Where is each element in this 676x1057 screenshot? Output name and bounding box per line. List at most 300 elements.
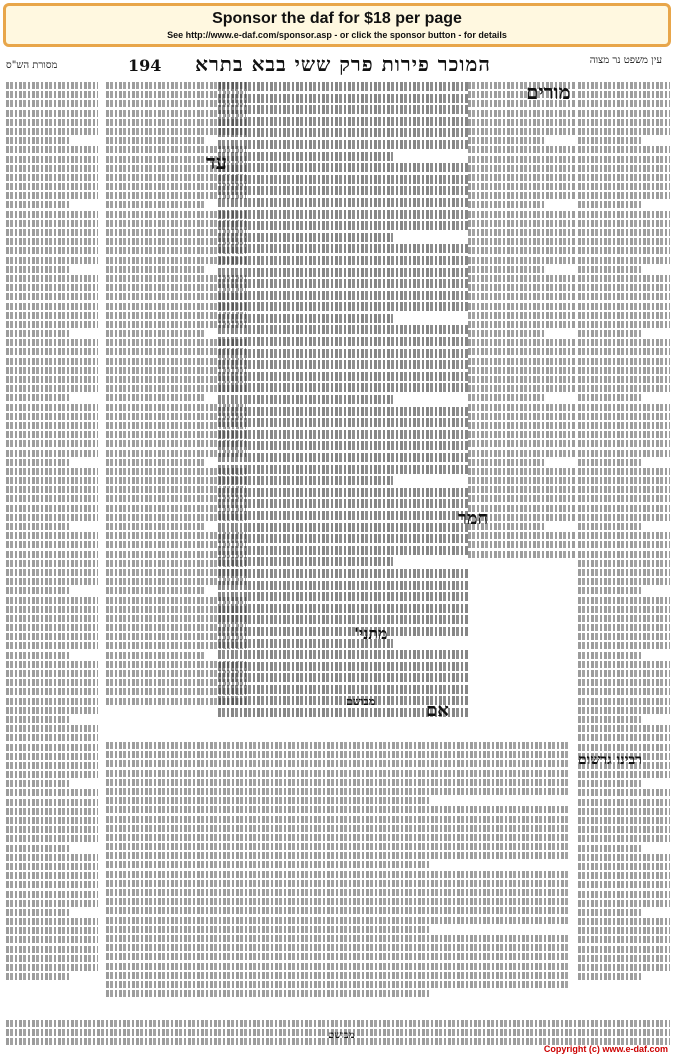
text-line: [106, 816, 568, 823]
text-line: [468, 293, 576, 300]
text-line: [578, 523, 642, 530]
text-line: [6, 927, 98, 934]
text-line: [106, 779, 568, 786]
text-line: [468, 450, 576, 457]
text-line: [578, 385, 670, 392]
text-line: [106, 770, 568, 777]
text-line: [578, 881, 670, 888]
text-line: [218, 465, 468, 474]
text-line: [6, 229, 98, 236]
text-line: [578, 468, 670, 475]
text-line: [6, 330, 70, 337]
text-line: [218, 407, 468, 416]
text-line: [578, 835, 670, 842]
text-line: [6, 560, 98, 567]
text-line: [468, 303, 576, 310]
opening-word: מורים: [526, 80, 571, 104]
text-line: [6, 936, 98, 943]
text-line: [578, 909, 642, 916]
mishna-word: מתני': [354, 624, 388, 643]
text-line: [6, 312, 98, 319]
text-line: [106, 742, 568, 749]
im-word: אם: [426, 700, 449, 721]
text-line: [6, 863, 98, 870]
text-line: [578, 358, 670, 365]
text-line: [468, 422, 576, 429]
text-line: [6, 964, 98, 971]
text-line: [578, 211, 670, 218]
rashi-title: רבינו גרשום: [578, 752, 643, 768]
text-line: [578, 247, 670, 254]
text-line: [6, 835, 98, 842]
text-line: [468, 367, 576, 374]
text-line: [578, 183, 670, 190]
text-line: [218, 140, 468, 149]
text-line: [6, 266, 70, 273]
text-line: [6, 174, 98, 181]
text-line: [106, 843, 568, 850]
text-line: [468, 321, 576, 328]
text-line: [578, 339, 670, 346]
text-line: [106, 953, 568, 960]
text-line: [6, 734, 98, 741]
text-line: [218, 662, 468, 671]
text-line: [578, 394, 642, 401]
text-line: [106, 201, 204, 208]
text-line: [468, 229, 576, 236]
text-line: [6, 652, 70, 659]
text-line: [6, 900, 98, 907]
text-line: [6, 459, 70, 466]
text-line: [6, 82, 98, 89]
text-line: [578, 615, 670, 622]
text-line: [578, 964, 670, 971]
text-line: [578, 486, 670, 493]
text-line: [106, 907, 568, 914]
text-line: [6, 440, 98, 447]
text-line: [6, 670, 98, 677]
text-line: [468, 358, 576, 365]
text-line: [468, 468, 576, 475]
bottom-closing-word: מבושם: [328, 1030, 355, 1041]
text-line: [106, 797, 429, 804]
text-line: [6, 771, 98, 778]
text-line: [578, 541, 670, 548]
text-line: [218, 685, 468, 694]
text-line: [468, 459, 544, 466]
text-line: [6, 780, 70, 787]
sponsor-subtitle: See http://www.e-daf.com/sponsor.asp - or click the sponsor button - for details: [167, 30, 507, 40]
text-line: [6, 909, 70, 916]
text-line: [578, 698, 670, 705]
text-line: [106, 652, 204, 659]
text-line: [6, 725, 98, 732]
text-line: [578, 799, 670, 806]
text-line: [578, 376, 670, 383]
text-line: [578, 284, 670, 291]
text-line: [578, 146, 670, 153]
text-line: [6, 128, 98, 135]
text-line: [106, 981, 568, 988]
text-line: [578, 238, 670, 245]
text-line: [578, 220, 670, 227]
text-line: [6, 973, 70, 980]
text-line: [578, 514, 670, 521]
text-line: [578, 891, 670, 898]
text-line: [578, 110, 670, 117]
text-line: [6, 817, 98, 824]
ad-word: עד: [206, 150, 227, 174]
text-line: [468, 413, 576, 420]
text-line: [578, 303, 670, 310]
text-line: [468, 394, 544, 401]
text-line: [218, 186, 468, 195]
text-line: [6, 156, 98, 163]
text-line: [106, 852, 568, 859]
text-line: [6, 110, 98, 117]
text-line: [6, 881, 98, 888]
text-line: [578, 532, 670, 539]
text-line: [578, 936, 670, 943]
text-line: [6, 891, 98, 898]
text-line: [468, 312, 576, 319]
text-line: [578, 229, 670, 236]
gemara-text: [218, 82, 468, 732]
text-line: [218, 210, 468, 219]
talmud-page: [6, 52, 670, 1048]
text-line: [578, 174, 670, 181]
text-line: [218, 523, 468, 532]
text-line: [218, 604, 468, 613]
text-line: [6, 220, 98, 227]
text-line: [578, 404, 670, 411]
text-line: [218, 268, 468, 277]
text-line: [468, 220, 576, 227]
text-line: [6, 376, 98, 383]
text-line: [6, 192, 98, 199]
text-line: [578, 440, 670, 447]
text-line: [578, 780, 642, 787]
text-line: [6, 284, 98, 291]
text-line: [578, 624, 670, 631]
text-line: [578, 413, 670, 420]
text-line: [468, 385, 576, 392]
text-line: [6, 238, 98, 245]
text-line: [218, 453, 468, 462]
text-line: [218, 534, 468, 543]
text-line: [578, 900, 670, 907]
text-line: [578, 808, 670, 815]
text-line: [6, 91, 98, 98]
text-line: [578, 606, 670, 613]
text-line: [578, 854, 670, 861]
text-line: [6, 367, 98, 374]
text-line: [468, 551, 576, 558]
text-line: [218, 302, 468, 311]
text-line: [468, 238, 576, 245]
text-line: [578, 845, 642, 852]
text-line: [578, 652, 642, 659]
text-line: [578, 330, 642, 337]
text-line: [6, 468, 98, 475]
text-line: [578, 578, 670, 585]
page-title: המוכר פירות פרק ששי בבא בתרא: [195, 52, 491, 76]
text-line: [6, 293, 98, 300]
text-line: [6, 137, 70, 144]
mesoret-label: מסורת הש"ס: [6, 60, 58, 71]
text-line: [6, 505, 98, 512]
text-line: [218, 279, 468, 288]
text-line: [6, 698, 98, 705]
text-line: [6, 477, 98, 484]
text-line: [6, 100, 98, 107]
text-line: [468, 192, 576, 199]
text-line: [578, 569, 670, 576]
text-line: [218, 94, 468, 103]
text-line: [578, 863, 670, 870]
text-line: [6, 551, 98, 558]
text-line: [218, 105, 468, 114]
text-line: [578, 505, 670, 512]
text-line: [218, 476, 393, 485]
text-line: [218, 430, 468, 439]
text-line: [6, 762, 98, 769]
text-line: [578, 670, 670, 677]
text-line: [218, 175, 468, 184]
text-line: [578, 165, 670, 172]
text-line: [6, 339, 98, 346]
text-line: [6, 413, 98, 420]
text-line: [578, 495, 670, 502]
text-line: [6, 688, 98, 695]
text-line: [468, 119, 576, 126]
text-line: [6, 661, 98, 668]
text-line: [106, 330, 204, 337]
text-line: [578, 744, 670, 751]
text-line: [218, 511, 468, 520]
text-line: [6, 394, 70, 401]
text-line: [578, 431, 670, 438]
text-line: [578, 918, 670, 925]
text-line: [468, 266, 544, 273]
copyright-notice: Copyright (c) www.e-daf.com: [543, 1044, 668, 1054]
text-line: [468, 477, 576, 484]
text-line: [6, 633, 98, 640]
text-line: [468, 431, 576, 438]
text-line: [468, 247, 576, 254]
text-line: [468, 211, 576, 218]
main-closing-word: מבושם: [346, 695, 376, 708]
text-line: [106, 587, 204, 594]
text-line: [468, 486, 576, 493]
text-line: [106, 963, 568, 970]
text-line: [468, 146, 576, 153]
text-line: [468, 165, 576, 172]
text-line: [578, 734, 670, 741]
text-line: [578, 716, 642, 723]
bottom-commentary: [106, 742, 568, 1012]
text-line: [106, 935, 568, 942]
text-line: [106, 898, 568, 905]
text-line: [468, 284, 576, 291]
text-line: [468, 174, 576, 181]
text-line: [6, 119, 98, 126]
text-line: [6, 624, 98, 631]
text-line: [106, 788, 568, 795]
text-line: [106, 523, 204, 530]
text-line: [578, 192, 670, 199]
text-line: [6, 946, 98, 953]
ein-mishpat-label: עין משפט נר מצוה: [589, 55, 662, 66]
text-line: [106, 459, 204, 466]
text-line: [106, 944, 568, 951]
text-line: [578, 826, 670, 833]
text-line: [468, 275, 576, 282]
text-line: [6, 146, 98, 153]
text-line: [218, 349, 468, 358]
text-line: [6, 744, 98, 751]
text-line: [6, 321, 98, 328]
text-line: [578, 91, 670, 98]
text-line: [218, 360, 468, 369]
text-line: [578, 100, 670, 107]
text-line: [218, 581, 468, 590]
text-line: [6, 247, 98, 254]
page-number: 194: [128, 56, 162, 75]
text-line: [106, 926, 429, 933]
text-line: [218, 117, 468, 126]
text-line: [6, 422, 98, 429]
text-line: [106, 917, 568, 924]
text-line: [578, 459, 642, 466]
text-line: [6, 753, 98, 760]
text-line: [578, 688, 670, 695]
text-line: [6, 523, 70, 530]
text-line: [468, 128, 576, 135]
text-line: [218, 337, 468, 346]
text-line: [218, 291, 468, 300]
text-line: [578, 707, 670, 714]
text-line: [106, 137, 204, 144]
text-line: [468, 183, 576, 190]
text-line: [218, 221, 468, 230]
text-line: [218, 569, 468, 578]
text-line: [6, 854, 98, 861]
text-line: [218, 82, 468, 91]
text-line: [6, 716, 70, 723]
text-line: [6, 1029, 670, 1036]
text-line: [578, 955, 670, 962]
text-line: [106, 394, 204, 401]
text-line: [218, 557, 393, 566]
text-line: [218, 244, 468, 253]
text-line: [6, 872, 98, 879]
text-line: [578, 321, 670, 328]
text-line: [468, 404, 576, 411]
text-line: [578, 771, 670, 778]
text-line: [468, 495, 576, 502]
text-line: [6, 183, 98, 190]
text-line: [6, 495, 98, 502]
text-line: [578, 973, 642, 980]
text-line: [578, 422, 670, 429]
text-line: [6, 606, 98, 613]
text-line: [106, 825, 568, 832]
text-line: [6, 450, 98, 457]
text-line: [218, 650, 468, 659]
text-line: [468, 330, 544, 337]
text-line: [6, 431, 98, 438]
text-line: [6, 799, 98, 806]
text-line: [6, 789, 98, 796]
hadran-word: חמר: [458, 508, 489, 529]
text-line: [468, 376, 576, 383]
text-line: [578, 477, 670, 484]
rashi-column: [468, 82, 576, 582]
text-line: [6, 165, 98, 172]
text-line: [578, 642, 670, 649]
text-line: [6, 201, 70, 208]
text-line: [218, 395, 393, 404]
text-line: [468, 532, 576, 539]
text-line: [6, 642, 98, 649]
text-line: [578, 551, 670, 558]
text-line: [6, 404, 98, 411]
text-line: [6, 578, 98, 585]
text-line: [106, 751, 568, 758]
text-line: [468, 110, 576, 117]
text-line: [6, 257, 98, 264]
text-line: [468, 137, 544, 144]
text-line: [6, 918, 98, 925]
text-line: [218, 615, 468, 624]
text-line: [578, 725, 670, 732]
text-line: [578, 789, 670, 796]
text-line: [578, 82, 670, 89]
text-line: [578, 119, 670, 126]
text-line: [468, 156, 576, 163]
text-line: [218, 198, 468, 207]
text-line: [6, 303, 98, 310]
text-line: [468, 348, 576, 355]
text-line: [6, 597, 98, 604]
text-line: [6, 1020, 670, 1027]
text-line: [106, 880, 568, 887]
text-line: [218, 325, 468, 334]
text-line: [218, 499, 468, 508]
text-line: [578, 560, 670, 567]
sponsor-banner[interactable]: [3, 3, 671, 47]
text-line: [6, 808, 98, 815]
text-line: [218, 673, 468, 682]
text-line: [578, 633, 670, 640]
text-line: [6, 955, 98, 962]
text-line: [6, 486, 98, 493]
text-line: [218, 627, 468, 636]
text-line: [468, 541, 576, 548]
ein-mishpat-column: [578, 82, 670, 1022]
text-line: [6, 845, 70, 852]
sponsor-title: Sponsor the daf for $18 per page: [212, 10, 462, 27]
text-line: [468, 257, 576, 264]
text-line: [106, 972, 568, 979]
text-line: [218, 488, 468, 497]
text-line: [578, 156, 670, 163]
text-line: [468, 339, 576, 346]
text-line: [578, 367, 670, 374]
text-line: [218, 152, 393, 161]
text-line: [218, 256, 468, 265]
